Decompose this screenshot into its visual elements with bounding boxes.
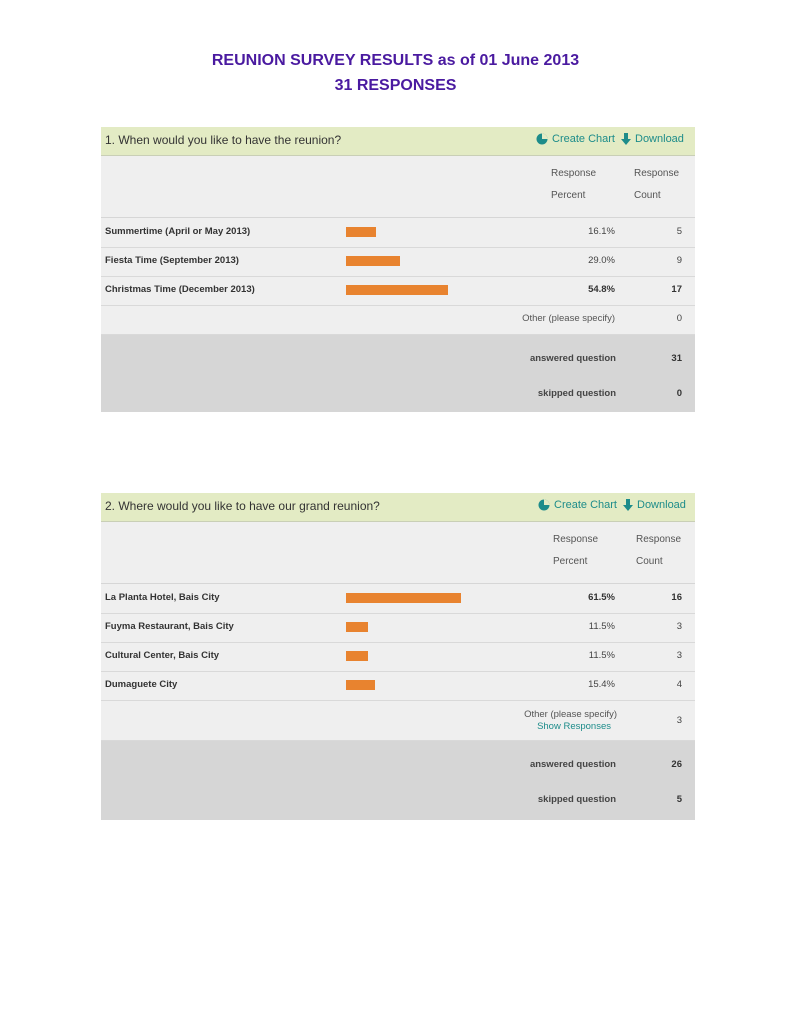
answered-label: answered question [529,353,616,364]
table-row [101,276,695,306]
col-response-percent-line2: Percent [551,190,586,201]
create-chart-button[interactable] [536,133,615,145]
create-chart-label: Create Chart [552,133,615,145]
row-count: 3 [676,621,682,632]
question-2-header [101,493,695,522]
row-count: 4 [676,679,682,690]
question-1-header [101,127,695,156]
response-bar [346,227,376,237]
response-bar [346,622,368,632]
table-row [101,613,695,643]
download-label: Download [635,133,684,145]
table-row [101,247,695,277]
answered-label: answered question [529,759,616,770]
other-count: 3 [676,715,682,726]
page-title: REUNION SURVEY RESULTS as of 01 June 2013 [211,52,580,69]
skipped-count: 0 [676,388,682,399]
pie-chart-icon [536,133,548,145]
response-bar [346,256,400,266]
question-1-panel [101,127,695,412]
create-chart-label: Create Chart [554,499,617,511]
table-row [101,671,695,701]
col-response-count-line1: Response [634,168,680,179]
row-label: Dumaguete City [105,679,178,690]
row-count: 9 [676,255,682,266]
other-row [101,701,695,741]
question-2-text: 2. Where would you like to have our grand reunion? [105,499,380,513]
question-2-panel [101,493,695,820]
row-percent: 54.8% [588,284,615,295]
table-row [101,584,695,614]
question-1-text: 1. When would you like to have the reunion? [105,133,342,147]
row-count: 17 [671,284,682,295]
other-row [101,305,695,335]
other-label: Other (please specify) [522,313,615,324]
row-label: Fiesta Time (September 2013) [105,255,239,266]
row-count: 3 [676,650,682,661]
col-response-count-line2: Count [634,190,661,201]
summary-block [101,741,695,820]
response-bar [346,680,375,690]
row-label: Christmas Time (December 2013) [105,284,255,295]
row-percent: 16.1% [588,226,615,237]
response-bar [346,593,461,603]
download-button[interactable] [623,499,686,511]
create-chart-button[interactable] [538,499,617,511]
show-responses-link[interactable]: Show Responses [537,721,611,732]
col-response-percent-line2: Percent [553,556,588,567]
summary-block [101,335,695,412]
row-percent: 61.5% [588,592,615,603]
row-percent: 11.5% [588,621,615,632]
row-label: Fuyma Restaurant, Bais City [105,621,234,632]
download-arrow-icon [623,499,633,511]
skipped-label: skipped question [537,388,616,399]
other-count: 0 [676,313,682,324]
row-count: 16 [671,592,682,603]
row-label: Cultural Center, Bais City [105,650,220,661]
download-arrow-icon [621,133,631,145]
table-row [101,218,695,248]
column-headers [101,155,695,218]
skipped-count: 5 [676,794,682,805]
response-bar [346,651,368,661]
row-percent: 11.5% [588,650,615,661]
col-response-percent-line1: Response [553,534,599,545]
column-headers [101,521,695,584]
row-label: Summertime (April or May 2013) [105,226,251,237]
download-button[interactable] [621,133,684,145]
answered-count: 31 [671,353,682,364]
table-row [101,642,695,672]
answered-count: 26 [671,759,682,770]
col-response-count-line2: Count [636,556,663,567]
pie-chart-icon [538,499,550,511]
page-subtitle: 31 RESPONSES [334,77,457,94]
row-label: La Planta Hotel, Bais City [105,592,220,603]
skipped-label: skipped question [537,794,616,805]
col-response-percent-line1: Response [551,168,597,179]
col-response-count-line1: Response [636,534,682,545]
row-percent: 15.4% [588,679,615,690]
download-label: Download [637,499,686,511]
row-count: 5 [676,226,682,237]
row-percent: 29.0% [588,255,615,266]
response-bar [346,285,448,295]
other-label: Other (please specify) [524,709,617,720]
